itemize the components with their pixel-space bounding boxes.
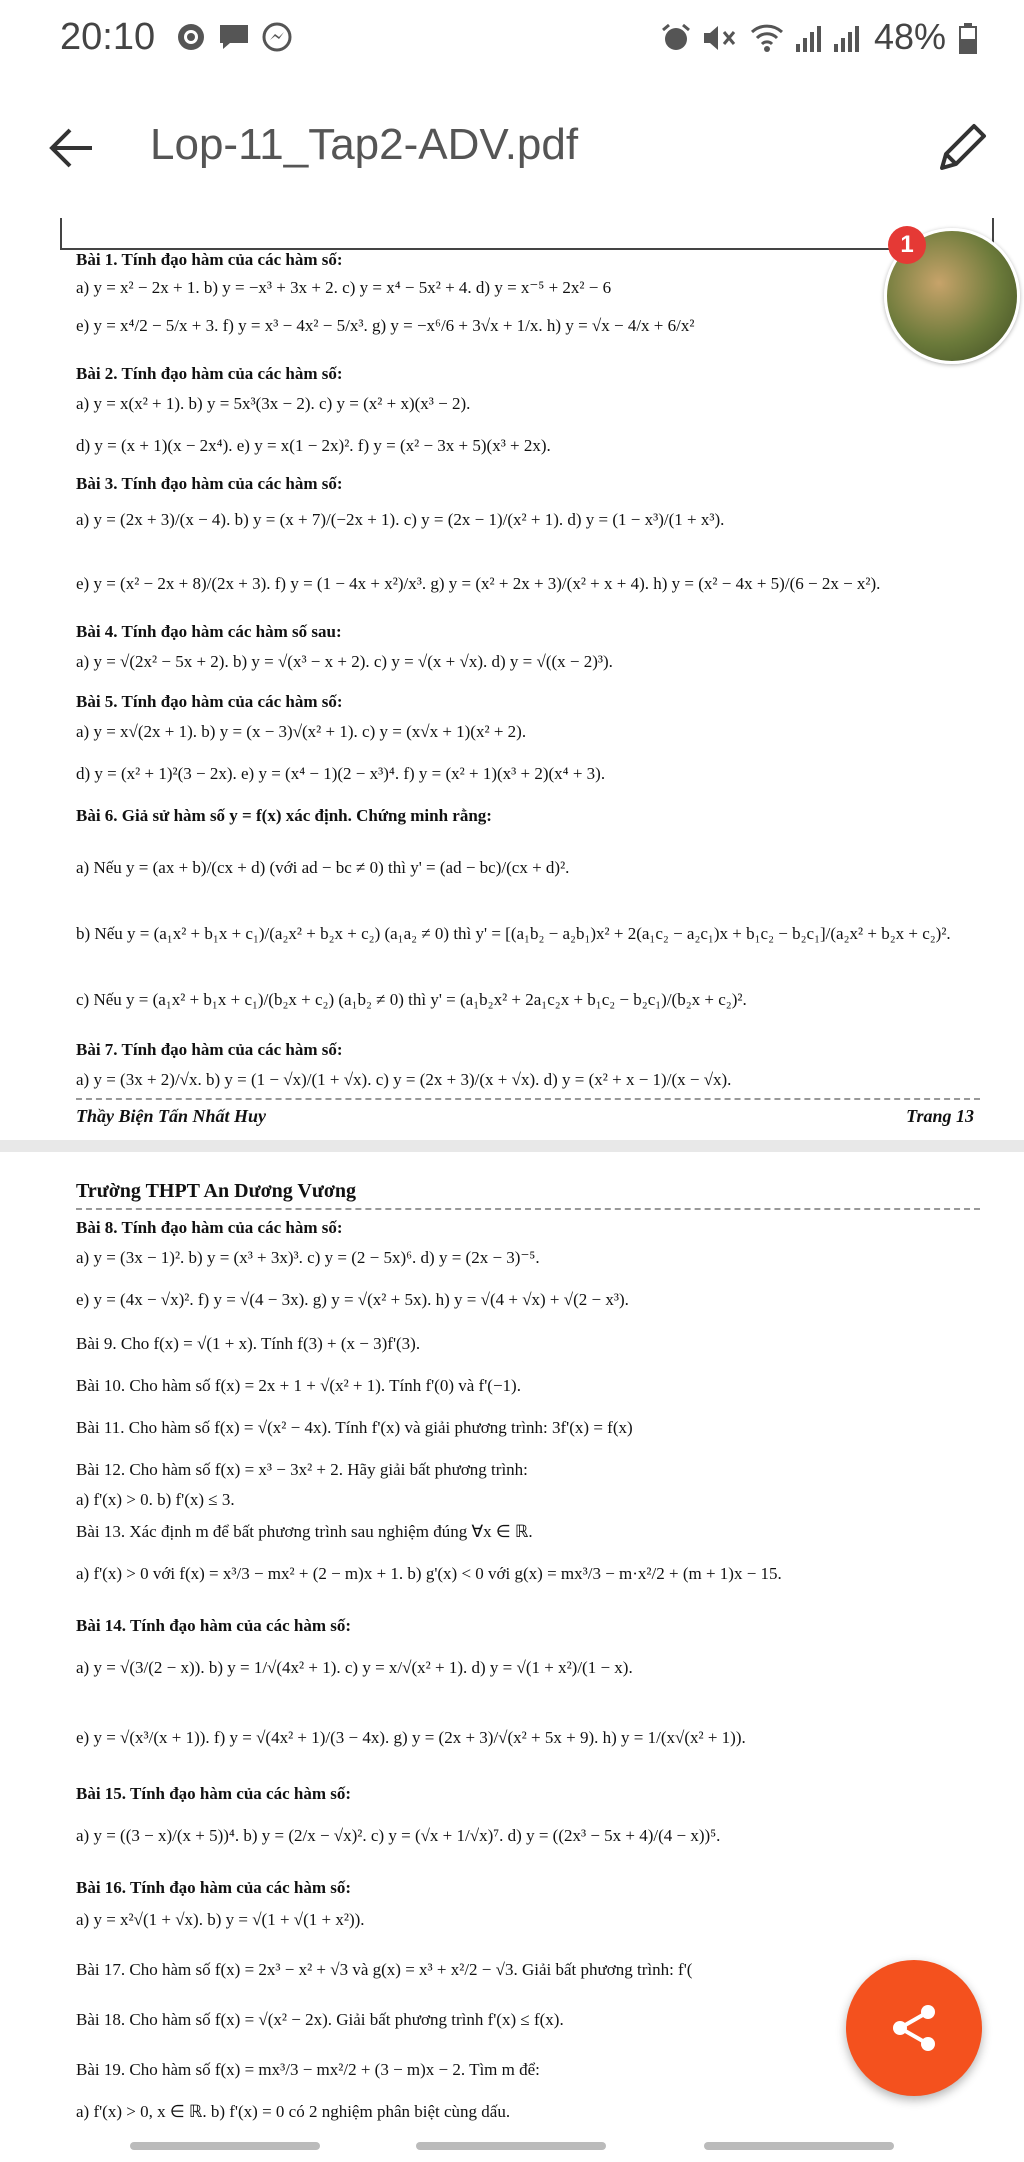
exercise-heading: Bài 5. Tính đạo hàm của các hàm số:: [76, 692, 343, 711]
page-footer-author: Thầy Biện Tấn Nhất Huy: [76, 1106, 267, 1126]
battery-percentage: 48%: [874, 16, 947, 57]
footer-divider: [76, 1098, 980, 1100]
exercise-heading: Bài 8. Tính đạo hàm của các hàm số:: [76, 1218, 343, 1237]
mute-icon: [702, 22, 732, 52]
system-nav-bar: [0, 2130, 1024, 2162]
exercise-heading: Bài 7. Tính đạo hàm của các hàm số:: [76, 1040, 343, 1059]
header-divider: [76, 1208, 980, 1210]
page-separator: [0, 1140, 1024, 1152]
exercise-line: c) Nếu y = (a₁x² + b₁x + c₁)/(b₂x + c₂) (a₁b₂ ≠ 0) thì y' = (a₁b₂x² + 2a₁c₂x + b₁c₂ − b₂c₁)/(b₂x + c₂)².: [76, 990, 747, 1009]
wifi-icon: [748, 22, 778, 52]
pdf-viewer[interactable]: [0, 218, 1024, 2162]
exercise-heading: Bài 14. Tính đạo hàm của các hàm số:: [76, 1616, 352, 1635]
exercise-line: a) f'(x) > 0 với f(x) = x³/3 − mx² + (2 − m)x + 1. b) g'(x) < 0 với g(x) = mx³/3 − m·x²/2 + (m + 1)x − 15.: [76, 1564, 782, 1583]
chat-icon: [218, 22, 248, 52]
exercise-line: a) y = (3x + 2)/√x. b) y = (1 − √x)/(1 + √x). c) y = (2x + 3)/(x + √x). d) y = (x² + x − 1)/(x − √x).: [76, 1070, 732, 1089]
edit-pencil-icon[interactable]: [930, 116, 994, 180]
share-button[interactable]: [846, 1960, 982, 2096]
exercise-heading: Bài 4. Tính đạo hàm các hàm số sau:: [76, 622, 342, 641]
exercise-line: e) y = √(x³/(x + 1)). f) y = √(4x² + 1)/(3 − 4x). g) y = (2x + 3)/√(x² + 5x + 9). h) y = 1/(x√(x² + 1)).: [76, 1728, 746, 1747]
signal-icon: [794, 22, 824, 52]
exercise-heading: Bài 16. Tính đạo hàm của các hàm số:: [76, 1878, 352, 1897]
exercise-line: Bài 19. Cho hàm số f(x) = mx³/3 − mx²/2 + (3 − m)x − 2. Tìm m để:: [76, 2060, 540, 2079]
app-bar: [0, 78, 1024, 219]
exercise-line: a) f'(x) > 0, x ∈ ℝ. b) f'(x) = 0 có 2 nghiệm phân biệt cùng dấu.: [76, 2102, 511, 2121]
back-arrow-icon[interactable]: [42, 118, 102, 178]
exercise-line: a) f'(x) > 0. b) f'(x) ≤ 3.: [76, 1490, 235, 1509]
exercise-line: a) y = (2x + 3)/(x − 4). b) y = (x + 7)/(−2x + 1). c) y = (2x − 1)/(x² + 1). d) y = (1 − x³)/(1 + x³).: [76, 510, 725, 529]
exercise-heading: Bài 2. Tính đạo hàm của các hàm số:: [76, 364, 343, 383]
exercise-line: a) y = x²√(1 + √x). b) y = √(1 + √(1 + x²)).: [76, 1910, 365, 1929]
page-border: [60, 218, 994, 250]
exercise-line: b) Nếu y = (a₁x² + b₁x + c₁)/(a₂x² + b₂x + c₂) (a₁a₂ ≠ 0) thì y' = [(a₁b₂ − a₂b₁)x² + 2(a₁c₂ − a₂c₁)x + b₁c₂ − b₂c₁]/(a₂x² + b₂x + c₂)².: [76, 924, 951, 943]
exercise-line: Bài 12. Cho hàm số f(x) = x³ − 3x² + 2. Hãy giải bất phương trình:: [76, 1460, 528, 1479]
page-footer-number: Trang 13: [906, 1106, 974, 1126]
nav-back-pill[interactable]: [704, 2142, 894, 2150]
exercise-heading: Bài 6. Giả sử hàm số y = f(x) xác định. Chứng minh rằng:: [76, 806, 492, 825]
exercise-line: Bài 11. Cho hàm số f(x) = √(x² − 4x). Tính f'(x) và giải phương trình: 3f'(x) = f(x): [76, 1418, 633, 1437]
exercise-line: a) y = x(x² + 1). b) y = 5x³(3x − 2). c) y = (x² + x)(x³ − 2).: [76, 394, 471, 413]
alarm-icon: [660, 22, 690, 52]
nav-home-pill[interactable]: [416, 2142, 606, 2150]
exercise-line: a) y = x² − 2x + 1. b) y = −x³ + 3x + 2. c) y = x⁴ − 5x² + 4. d) y = x⁻⁵ + 2x² − 6: [76, 278, 612, 297]
exercise-line: a) y = x√(2x + 1). b) y = (x − 3)√(x² + 1). c) y = (x√x + 1)(x² + 2).: [76, 722, 527, 741]
exercise-line: d) y = (x² + 1)²(3 − 2x). e) y = (x⁴ − 1)(2 − x³)⁴. f) y = (x² + 1)(x³ + 2)(x⁴ + 3).: [76, 764, 606, 783]
page-header-school: Trường THPT An Dương Vương: [76, 1180, 357, 1202]
exercise-line: a) y = ((3 − x)/(x + 5))⁴. b) y = (2/x − √x)². c) y = (√x + 1/√x)⁷. d) y = ((2x³ − 5x + 4)/(4 − x))⁵.: [76, 1826, 721, 1845]
exercise-line: a) y = √(3/(2 − x)). b) y = 1/√(4x² + 1). c) y = x/√(x² + 1). d) y = √(1 + x²)/(1 − x).: [76, 1658, 633, 1677]
exercise-line: Bài 9. Cho f(x) = √(1 + x). Tính f(3) + (x − 3)f'(3).: [76, 1334, 421, 1353]
battery-icon: [958, 22, 988, 52]
exercise-line: Bài 13. Xác định m để bất phương trình sau nghiệm đúng ∀x ∈ ℝ.: [76, 1522, 533, 1541]
exercise-heading: Bài 15. Tính đạo hàm của các hàm số:: [76, 1784, 352, 1803]
exercise-line: Bài 18. Cho hàm số f(x) = √(x² − 2x). Giải bất phương trình f'(x) ≤ f(x).: [76, 2010, 564, 2029]
exercise-line: a) y = (3x − 1)². b) y = (x³ + 3x)³. c) y = (2 − 5x)⁶. d) y = (2x − 3)⁻⁵.: [76, 1248, 540, 1267]
exercise-heading: Bài 3. Tính đạo hàm của các hàm số:: [76, 474, 343, 493]
status-time: 20:10: [60, 16, 156, 58]
exercise-line: e) y = (x² − 2x + 8)/(2x + 3). f) y = (1 − 4x + x²)/x³. g) y = (x² + 2x + 3)/(x² + x + 4). h) y = (x² − 4x + 5)/(6 − 2x − x²).: [76, 574, 881, 593]
exercise-heading: Bài 1. Tính đạo hàm của các hàm số:: [76, 250, 343, 269]
exercise-line: a) y = √(2x² − 5x + 2). b) y = √(x³ − x + 2). c) y = √(x + √x). d) y = √((x − 2)³).: [76, 652, 613, 671]
exercise-line: d) y = (x + 1)(x − 2x⁴). e) y = x(1 − 2x)². f) y = (x² − 3x + 5)(x³ + 2x).: [76, 436, 551, 455]
exercise-line: Bài 17. Cho hàm số f(x) = 2x³ − x² + √3 và g(x) = x³ + x²/2 − √3. Giải bất phương trình: f'(: [76, 1960, 693, 1979]
exercise-line: e) y = (4x − √x)². f) y = √(4 − 3x). g) y = √(x² + 5x). h) y = √(4 + √x) + √(2 − x³).: [76, 1290, 629, 1309]
status-bar: [0, 0, 1024, 78]
exercise-line: a) Nếu y = (ax + b)/(cx + d) (với ad − bc ≠ 0) thì y' = (ad − bc)/(cx + d)².: [76, 858, 570, 877]
document-title: Lop-11_Tap2-ADV.pdf: [150, 120, 579, 169]
nav-recent-pill[interactable]: [130, 2142, 320, 2150]
exercise-line: e) y = x⁴/2 − 5/x + 3. f) y = x³ − 4x² − 5/x³. g) y = −x⁶/6 + 3√x + 1/x. h) y = √x − 4/x + 6/x²: [76, 316, 695, 335]
notification-badge: 1: [888, 226, 926, 264]
exercise-line: Bài 10. Cho hàm số f(x) = 2x + 1 + √(x² + 1). Tính f'(0) và f'(−1).: [76, 1376, 521, 1395]
messenger-circle-icon: [176, 22, 206, 52]
messenger-icon: [262, 22, 292, 52]
